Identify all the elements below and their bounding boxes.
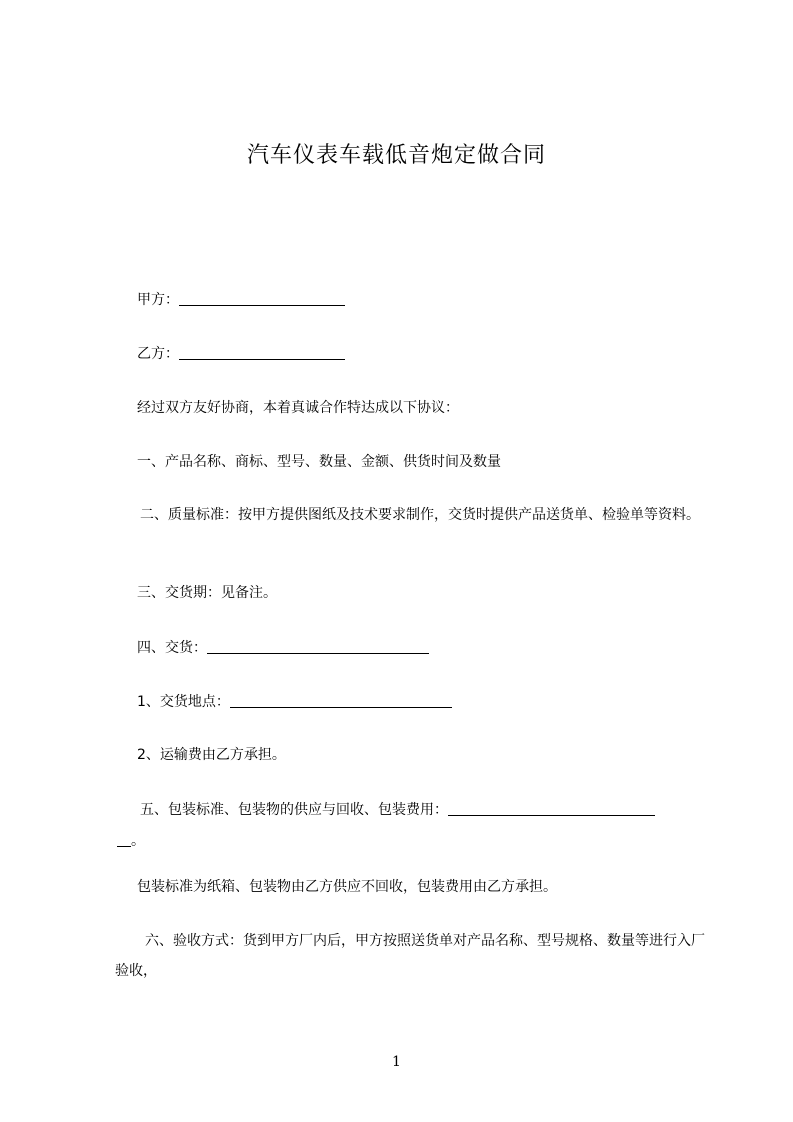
clause-5 xyxy=(140,795,730,825)
clause-1: 一、产品名称、商标、型号、数量、金额、供货时间及数量 xyxy=(137,454,501,470)
party-a-blank xyxy=(179,289,345,306)
clause-5-end: 。 xyxy=(131,833,145,849)
intro-paragraph: 经过双方友好协商，本着真诚合作特达成以下协议： xyxy=(137,400,459,416)
party-a-line xyxy=(137,285,727,315)
party-a-label: 甲方： xyxy=(137,292,179,308)
party-b-blank xyxy=(179,343,345,360)
delivery-location-blank xyxy=(230,691,452,708)
clause-4-label: 四、交货： xyxy=(137,640,207,656)
party-b-label: 乙方： xyxy=(137,346,179,362)
clause-4-blank xyxy=(207,637,429,654)
clause-4-1-label: 1、交货地点： xyxy=(137,694,230,710)
clause-5-continuation xyxy=(117,826,707,856)
clause-2: 二、质量标准：按甲方提供图纸及技术要求制作，交货时提供产品送货单、检验单等资料。 xyxy=(140,507,700,523)
clause-3: 三、交货期：见备注。 xyxy=(137,585,277,601)
party-b-line xyxy=(137,339,727,369)
clause-5-label: 五、包装标准、包装物的供应与回收、包装费用： xyxy=(140,802,448,818)
clause-4 xyxy=(137,633,727,663)
clause-6: 六、验收方式：货到甲方厂内后，甲方按照送货单对产品名称、型号规格、数量等进行入厂验收， xyxy=(115,933,705,979)
document-title: 汽车仪表车载低音炮定做合同 xyxy=(246,143,546,168)
clause-4-1 xyxy=(137,687,727,717)
packaging-cost-blank-end xyxy=(117,830,131,847)
clause-5-detail: 包装标准为纸箱、包装物由乙方供应不回收，包装费用由乙方承担。 xyxy=(137,879,557,895)
packaging-cost-blank xyxy=(448,799,655,816)
clause-4-2: 2、运输费由乙方承担。 xyxy=(137,747,286,763)
page-number: 1 xyxy=(392,1054,401,1070)
